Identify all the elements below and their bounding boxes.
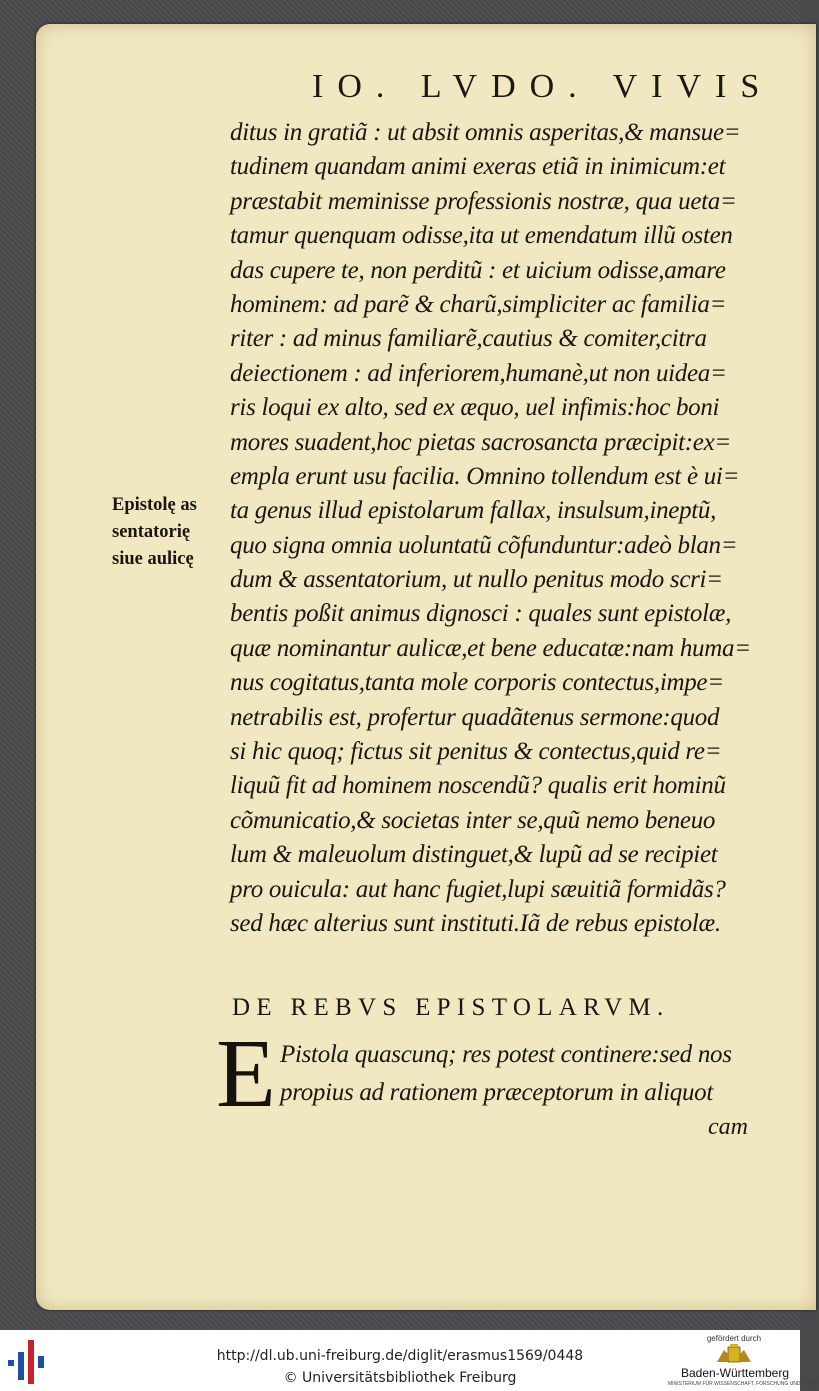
text-line: cõmunicatio,& societas inter se,quũ nemo beneuo bbox=[230, 806, 716, 834]
library-logo-icon bbox=[8, 1340, 48, 1384]
funder-subtitle: MINISTERIUM FÜR WISSENSCHAFT, FORSCHUNG UND KUNST bbox=[668, 1381, 819, 1387]
text-line: mores suadent,hoc pietas sacrosancta præcipit:ex= bbox=[230, 428, 731, 456]
text-line: riter : ad minus familiarẽ,cautius & comiter,citra bbox=[230, 325, 707, 353]
margin-note bbox=[112, 492, 237, 573]
margin-note-line: Epistolę as bbox=[112, 495, 197, 515]
text-line: si hic quoq; fictus sit penitus & contectus,quid re= bbox=[230, 738, 722, 766]
text-line: das cupere te, non perditũ : et uicium odisse,amare bbox=[230, 256, 726, 284]
text-line: quo signa omnia uoluntatũ cõfunduntur:adeò blan= bbox=[230, 531, 738, 559]
margin-note-line: siue aulicę bbox=[112, 549, 194, 569]
text-line: propius ad rationem præceptorum in aliquot bbox=[280, 1079, 714, 1106]
text-line: lum & maleuolum distinguet,& lupũ ad se recipiet bbox=[230, 841, 718, 869]
text-line: ditus in gratiã : ut absit omnis asperitas,& mansue= bbox=[230, 119, 741, 146]
text-line: præstabit meminisse professionis nostræ, qua ueta= bbox=[230, 187, 737, 215]
text-line: ta genus illud epistolarum fallax, insulsum,ineptũ, bbox=[230, 497, 717, 525]
text-line: tudinem quandam animi exeras etiã in inimicum:et bbox=[230, 153, 726, 181]
text-line: netrabilis est, profertur quadãtenus sermone:quod bbox=[230, 703, 720, 731]
text-line: nus cogitatus,tanta mole corporis contectus,impe= bbox=[230, 669, 724, 697]
funder-label: gefördert durch bbox=[706, 1334, 762, 1343]
margin-note-line: sentatorię bbox=[112, 522, 191, 542]
copyright-credit: © Universitätsbibliothek Freiburg bbox=[283, 1370, 517, 1386]
section-heading: DE REBVS EPISTOLARVM. bbox=[232, 994, 670, 1021]
text-line: empla erunt usu facilia. Omnino tollendum est è ui= bbox=[230, 462, 740, 490]
page-body-text bbox=[230, 116, 770, 941]
text-line: liquũ fit ad hominem noscendũ? qualis erit hominũ bbox=[230, 772, 726, 800]
text-line: bentis poßit animus dignosci : quales sunt epistolæ, bbox=[230, 600, 732, 628]
coat-of-arms-icon bbox=[714, 1344, 754, 1366]
text-line: ris loqui ex alto, sed ex æquo, uel infimis:hoc boni bbox=[230, 394, 720, 422]
text-line: hominem: ad parẽ & charũ,simpliciter ac familia= bbox=[230, 290, 727, 318]
drop-cap-paragraph bbox=[280, 1036, 770, 1112]
text-line: deiectionem : ad inferiorem,humanè,ut non uidea= bbox=[230, 359, 727, 387]
funder-name: Baden-Württemberg bbox=[680, 1366, 790, 1380]
permalink-url[interactable]: http://dl.ub.uni-freiburg.de/diglit/erasmus1569/0448 bbox=[216, 1348, 584, 1364]
text-line: tamur quenquam odisse,ita ut emendatum illũ osten bbox=[230, 222, 733, 250]
running-title: IO. LVDO. VIVIS bbox=[312, 68, 774, 105]
catchword: cam bbox=[708, 1114, 748, 1140]
text-line: sed hæc alterius sunt instituti.Iã de rebus epistolæ. bbox=[230, 909, 721, 937]
text-line: dum & assentatorium, ut nullo penitus modo scri= bbox=[230, 566, 723, 594]
text-line: pro ouicula: aut hanc fugiet,lupi sæuitiã formidãs? bbox=[230, 875, 726, 903]
text-line: quæ nominantur aulicæ,et bene educatæ:nam huma= bbox=[230, 634, 751, 662]
drop-cap-initial: E bbox=[216, 1020, 276, 1128]
text-line: Pistola quascunq; res potest continere:sed nos bbox=[280, 1041, 732, 1068]
